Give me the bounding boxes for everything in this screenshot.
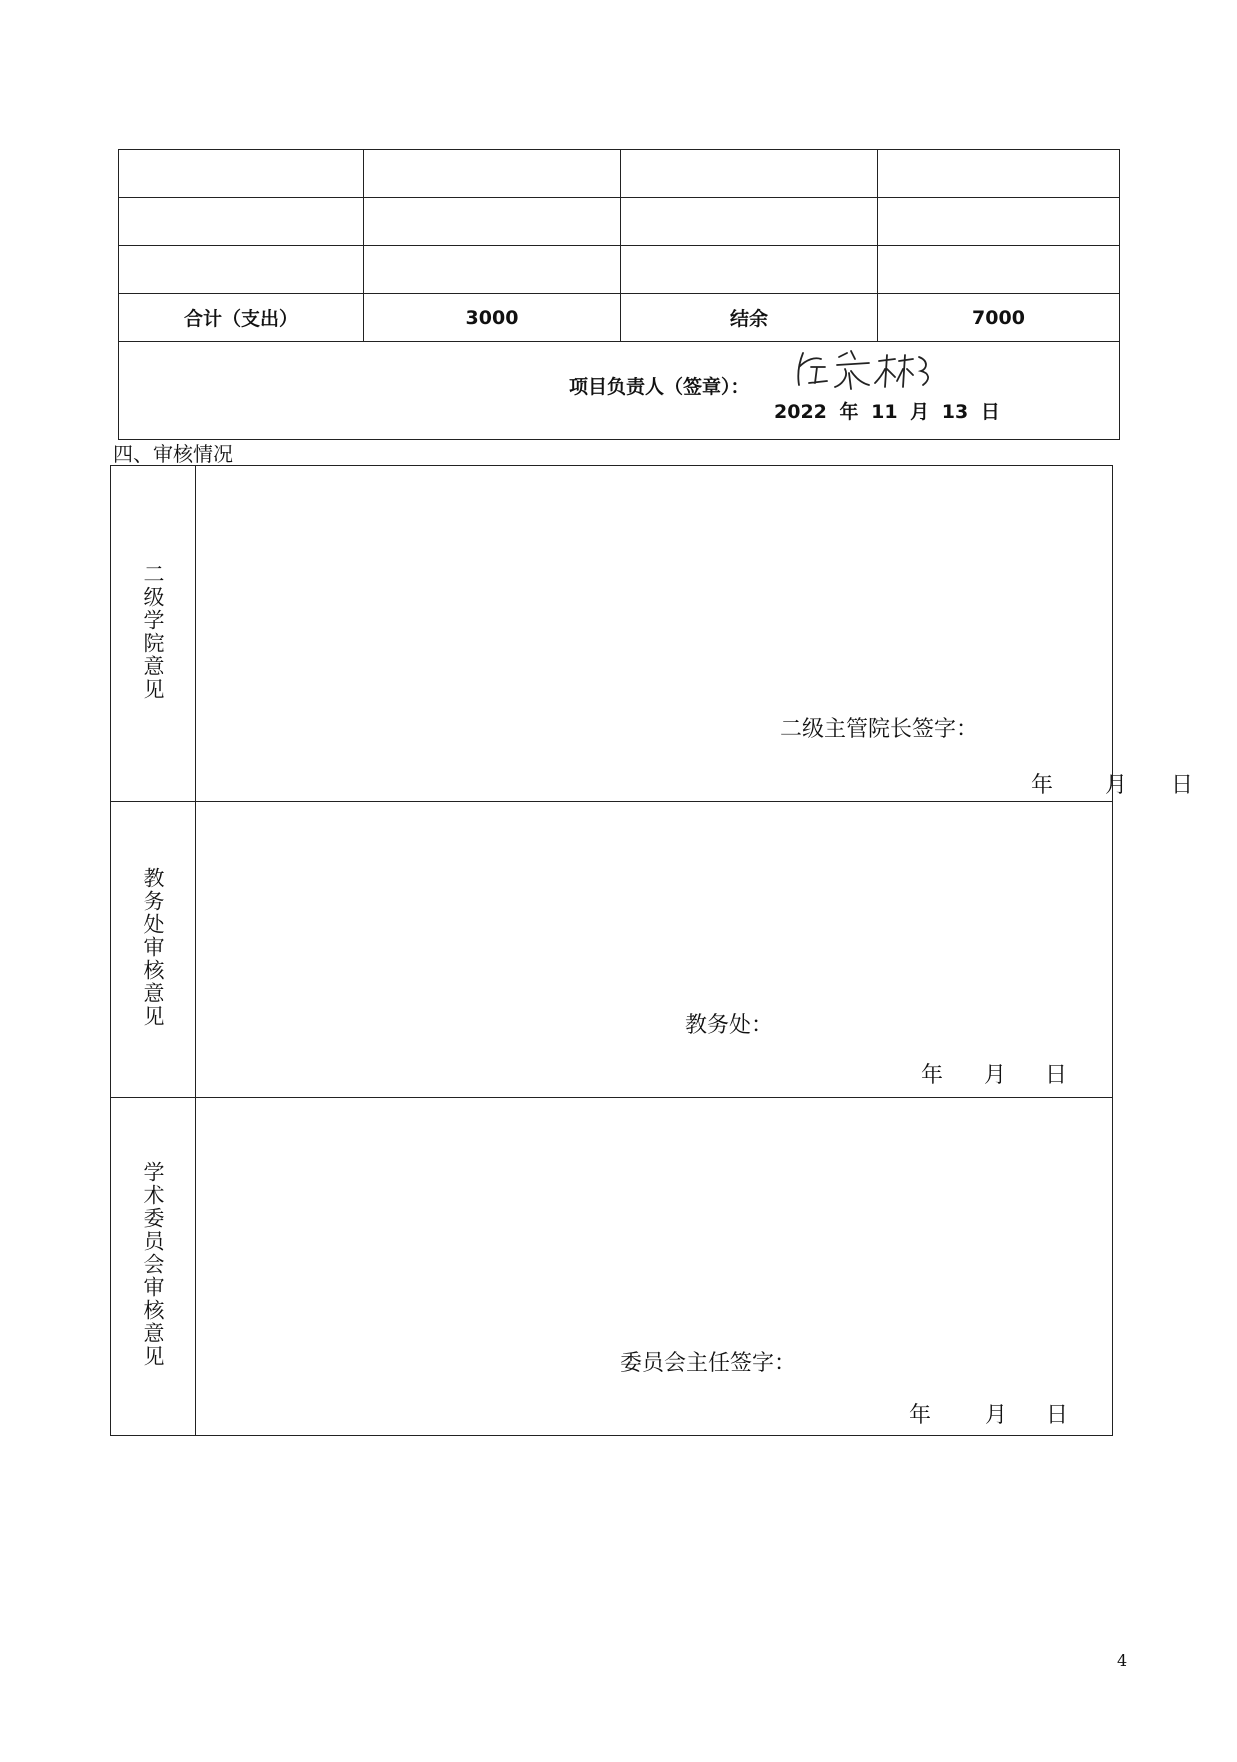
- table-cell: [364, 198, 621, 246]
- review-content-cell: [196, 466, 1194, 802]
- review-label-cell: [111, 466, 196, 802]
- review-content-cell: [196, 1098, 1113, 1436]
- table-cell: [878, 150, 1120, 198]
- total-amount: 3000: [364, 294, 621, 342]
- table-row: [119, 246, 1120, 294]
- date-month-label: 月: [1105, 773, 1128, 798]
- signer-label: 教务处：: [685, 1013, 774, 1038]
- date-month-label: 月: [985, 1403, 1008, 1428]
- review-row-academic-committee: [111, 1098, 1113, 1436]
- signer-label: 委员会主任签字：: [620, 1351, 797, 1376]
- table-row: [119, 150, 1120, 198]
- project-leader-label: 项目负责人（签章）：: [569, 376, 750, 398]
- review-label: 二级学院意见: [141, 562, 165, 701]
- signature-cell: [119, 342, 1120, 440]
- balance-amount: 7000: [878, 294, 1120, 342]
- date-year-label: 年: [1031, 773, 1054, 798]
- table-cell: [119, 246, 364, 294]
- table-row: [119, 198, 1120, 246]
- signer-label: 二级主管院长签字：: [780, 717, 979, 742]
- handwritten-signature: [789, 347, 949, 393]
- review-label: 教务处审核意见: [141, 867, 165, 1028]
- review-label: 学术委员会审核意见: [141, 1161, 165, 1368]
- total-label: 合计（支出）: [119, 294, 364, 342]
- review-content-cell: [196, 802, 1113, 1098]
- review-table: [110, 465, 1194, 1436]
- review-label-cell: [111, 1098, 196, 1436]
- signature-row: [119, 342, 1120, 440]
- date-day-label: 日: [1045, 1063, 1068, 1088]
- signature-date: 2022 年 11 月 13 日: [774, 401, 1000, 423]
- expense-table: [118, 149, 1120, 440]
- table-cell: [364, 246, 621, 294]
- table-cell: [364, 150, 621, 198]
- balance-label: 结余: [621, 294, 878, 342]
- table-cell: [621, 198, 878, 246]
- total-row: [119, 294, 1120, 342]
- review-row-college: [111, 466, 1113, 802]
- date-day-label: 日: [1171, 773, 1194, 798]
- date-month-label: 月: [984, 1063, 1007, 1088]
- review-row-academic-affairs: [111, 802, 1113, 1098]
- section-heading: 四、审核情况: [113, 442, 233, 466]
- page-number: 4: [1117, 1651, 1128, 1670]
- table-cell: [119, 198, 364, 246]
- table-cell: [878, 198, 1120, 246]
- table-cell: [878, 246, 1120, 294]
- date-year-label: 年: [921, 1063, 944, 1088]
- table-cell: [621, 246, 878, 294]
- date-day-label: 日: [1046, 1403, 1069, 1428]
- review-label-cell: [111, 802, 196, 1098]
- table-cell: [119, 150, 364, 198]
- date-year-label: 年: [909, 1403, 932, 1428]
- table-cell: [621, 150, 878, 198]
